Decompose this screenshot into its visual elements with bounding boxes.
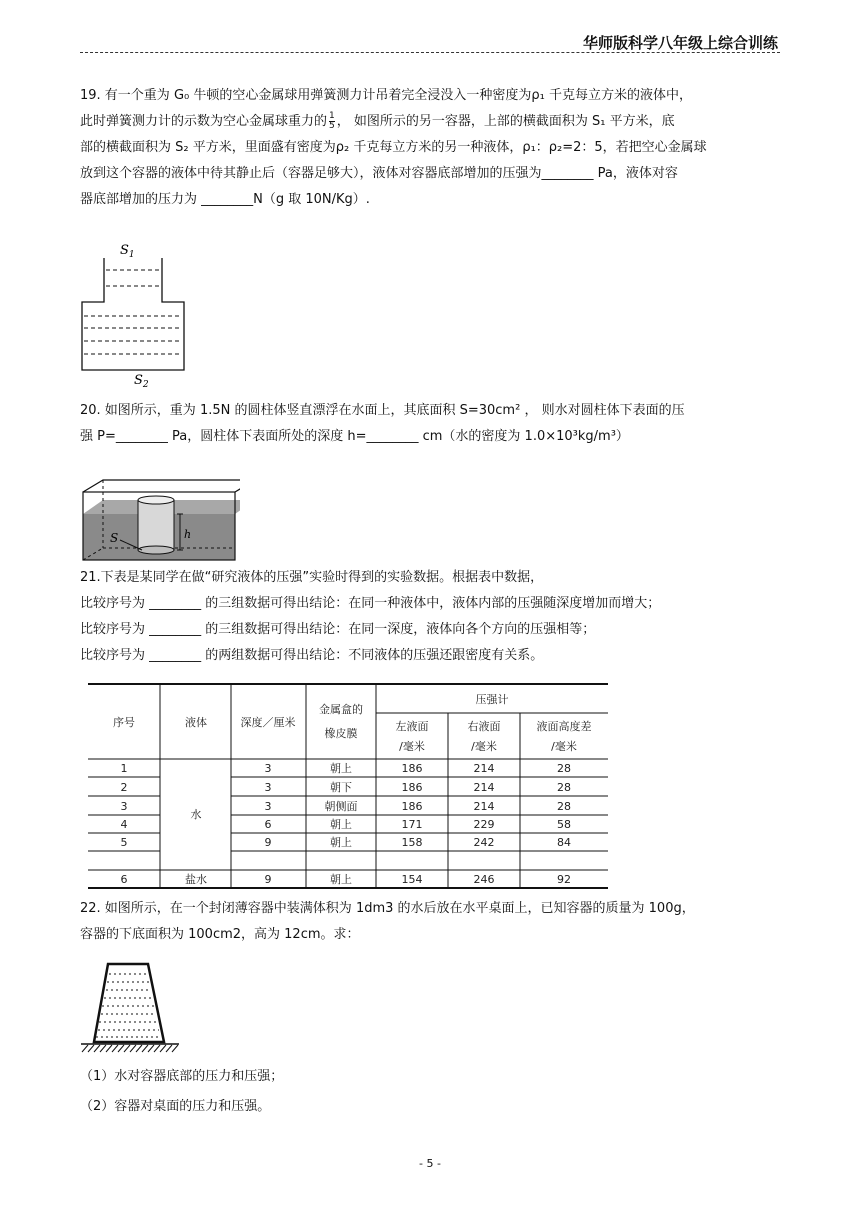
table-cell: 朝上: [330, 836, 352, 849]
table-cell: 154: [401, 873, 423, 886]
table-cell: 4: [120, 818, 128, 831]
table-cell: 186: [401, 762, 423, 775]
page-number: - 5 -: [419, 1157, 441, 1170]
table-cell: 171: [401, 818, 423, 831]
q22-line-2: 容器的下底面积为 100cm2，高为 12cm。求：: [80, 927, 360, 942]
page-header: [80, 34, 780, 53]
table-cell: 214: [473, 800, 495, 813]
q22-line-1: 22. 如图所示，在一个封闭薄容器中装满体积为 1dm3 的水后放在水平桌面上，已知容器的质量为 100g，: [80, 901, 695, 916]
header-liquid: 液体: [185, 716, 207, 729]
header-film-1: 金属盒的: [319, 703, 363, 716]
table-cell: 朝下: [330, 781, 352, 794]
table-cell: 3: [120, 800, 128, 813]
table-cell: 229: [473, 818, 495, 831]
table-cell: 28: [557, 781, 571, 794]
q21-line-4: 比较序号为 ________ 的两组数据可得出结论：不同液体的压强还跟密度有关系。: [80, 648, 544, 663]
label-h: h: [184, 528, 192, 541]
table-cell: 6: [120, 873, 128, 886]
table-cell: 2: [120, 781, 128, 794]
label-s: S: [110, 531, 119, 545]
table-cell: 3: [264, 800, 272, 813]
table-cell: 3: [264, 762, 272, 775]
q22-sub-2: （2）容器对桌面的压力和压强。: [80, 1099, 271, 1114]
label-s2: $S_2$: [134, 373, 149, 388]
table-cell: 3: [264, 781, 272, 794]
table-cell: 242: [473, 836, 495, 849]
q19-line-5: 器底部增加的压力为 ________N（g 取 10N/Kg）.: [80, 192, 370, 207]
table-cell: 1: [120, 762, 128, 775]
floating-cylinder-figure: [80, 478, 240, 564]
header-gauge: 压强计: [475, 693, 509, 706]
fraction-one-fifth: $\frac{1}{5}$: [329, 111, 335, 131]
table-cell: 186: [401, 781, 423, 794]
header-right-1: 右液面: [467, 720, 501, 733]
table-cell: 朝侧面: [324, 800, 358, 813]
header-no: 序号: [113, 716, 135, 729]
table-cell: 朝上: [330, 873, 352, 886]
question-20: [80, 398, 780, 450]
question-21: [80, 565, 780, 669]
q19-line-2: 此时弹簧测力计的示数为空心金属球重力的 $\frac{1}{5}$ ， 如图所示的另一容器，上部的横截面积为 S₁ 平方米，底: [80, 111, 675, 131]
header-depth: 深度／厘米: [240, 716, 296, 729]
table-cell: 6: [264, 818, 272, 831]
q21-line-3: 比较序号为 ________ 的三组数据可得出结论：在同一深度，液体向各个方向的压强相等；: [80, 622, 596, 637]
table-cell: 58: [557, 818, 571, 831]
header-left-2: /毫米: [399, 740, 425, 753]
table-cell: 朝上: [330, 818, 352, 831]
q19-line-1: 19. 有一个重为 G₀ 牛顿的空心金属球用弹簧测力计吊着完全浸没入一种密度为ρ₁ 千克每立方米的液体中，: [80, 88, 692, 103]
cell-liquid-water: 水: [190, 808, 202, 821]
table-cell: 9: [264, 873, 272, 886]
header-right-2: /毫米: [471, 740, 497, 753]
cell-liquid-brine: 盐水: [185, 873, 207, 886]
q19-line-3: 部的横截面积为 S₂ 平方米，里面盛有密度为ρ₂ 千克每立方米的另一种液体，ρ₁：ρ₂=2：5，若把空心金属球: [80, 140, 707, 155]
q21-line-1: 21.下表是某同学在做“研究液体的压强”实验时得到的实验数据。根据表中数据，: [80, 570, 544, 585]
table-cell: 158: [401, 836, 423, 849]
table-cell: 92: [557, 873, 571, 886]
q20-line-1: 20. 如图所示，重为 1.5N 的圆柱体竖直漂浮在水面上，其底面积 S=30cm² ， 则水对圆柱体下表面的压: [80, 403, 685, 418]
table-cell: 朝上: [330, 762, 352, 775]
table-cell: 214: [473, 781, 495, 794]
header-film-2: 橡皮膜: [324, 727, 358, 740]
table-cell: 5: [120, 836, 128, 849]
q19-line-4: 放到这个容器的液体中待其静止后（容器足够大），液体对容器底部增加的压强为________ Pa，液体对容: [80, 166, 678, 181]
table-cell: 84: [557, 836, 571, 849]
q21-line-2: 比较序号为 ________ 的三组数据可得出结论：在同一种液体中，液体内部的压强随深度增加而增大；: [80, 596, 661, 611]
table-cell: 28: [557, 762, 571, 775]
table-cell: 28: [557, 800, 571, 813]
two-section-container-figure: [80, 238, 190, 388]
header-left-1: 左液面: [395, 720, 429, 733]
table-cell: 186: [401, 800, 423, 813]
table-cell: 246: [473, 873, 495, 886]
q20-line-2: 强 P=________ Pa，圆柱体下表面所处的深度 h=________ cm（水的密度为 1.0×10³kg/m³）: [80, 429, 629, 444]
header-diff-2: /毫米: [551, 740, 577, 753]
question-19: [80, 83, 780, 213]
table-cell: 9: [264, 836, 272, 849]
trapezoid-container-figure: [80, 962, 180, 1056]
q22-sub-1: （1）水对容器底部的压力和压强；: [80, 1069, 284, 1084]
table-cell: 214: [473, 762, 495, 775]
header-diff-1: 液面高度差: [536, 720, 592, 733]
header-title: 华师版科学八年级上综合训练: [582, 34, 778, 52]
question-22: [80, 896, 780, 948]
label-s1: $S_1$: [120, 243, 135, 260]
experiment-data-table: [88, 683, 628, 893]
